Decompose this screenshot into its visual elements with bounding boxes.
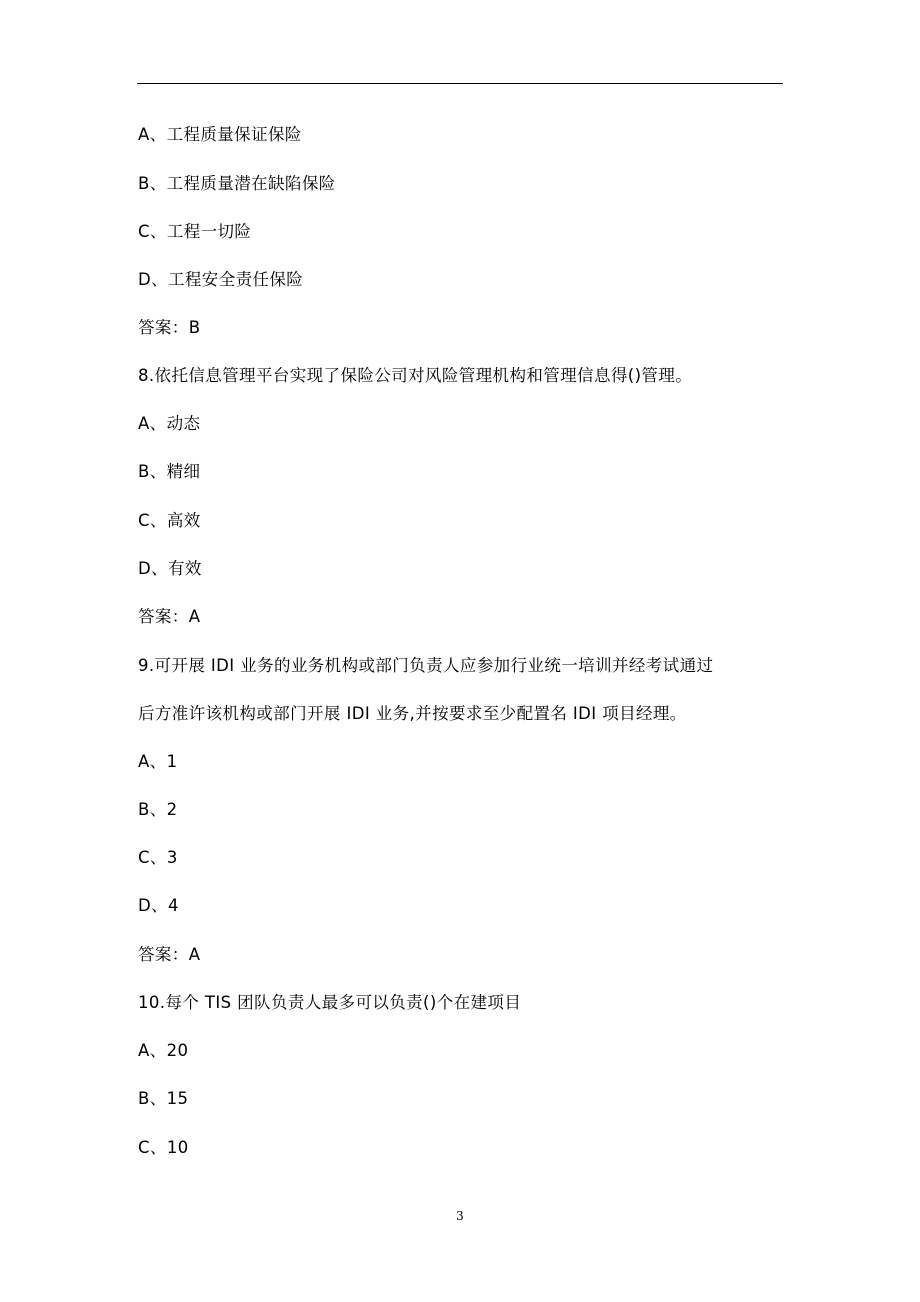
- q10-option-b: B、15: [138, 1089, 189, 1108]
- q7-answer: 答案：B: [138, 318, 201, 337]
- q7-option-d: D、工程安全责任保险: [138, 270, 304, 289]
- q8-option-c: C、高效: [138, 511, 201, 530]
- q9-stem-line-1: 9.可开展 IDI 业务的业务机构或部门负责人应参加行业统一培训并经考试通过: [138, 656, 714, 675]
- q8-stem: 8.依托信息管理平台实现了保险公司对风险管理机构和管理信息得()管理。: [138, 366, 693, 385]
- q10-option-a: A、20: [138, 1041, 189, 1060]
- q9-stem-line-2: 后方准许该机构或部门开展 IDI 业务,并按要求至少配置名 IDI 项目经理。: [138, 704, 687, 723]
- q8-option-b: B、精细: [138, 462, 201, 481]
- q7-option-a: A、工程质量保证保险: [138, 125, 302, 144]
- q10-stem: 10.每个 TIS 团队负责人最多可以负责()个在建项目: [138, 993, 522, 1012]
- q9-option-a: A、1: [138, 752, 178, 771]
- q7-option-c: C、工程一切险: [138, 222, 252, 241]
- q9-option-d: D、4: [138, 896, 179, 915]
- q10-option-c: C、10: [138, 1138, 189, 1157]
- page-number: 3: [456, 1209, 464, 1223]
- q9-answer: 答案：A: [138, 945, 201, 964]
- q8-option-a: A、动态: [138, 414, 201, 433]
- header-rule: [137, 83, 783, 84]
- q9-option-c: C、3: [138, 848, 178, 867]
- q8-answer: 答案：A: [138, 607, 201, 626]
- q7-option-b: B、工程质量潜在缺陷保险: [138, 174, 336, 193]
- q8-option-d: D、有效: [138, 559, 202, 578]
- q9-option-b: B、2: [138, 800, 178, 819]
